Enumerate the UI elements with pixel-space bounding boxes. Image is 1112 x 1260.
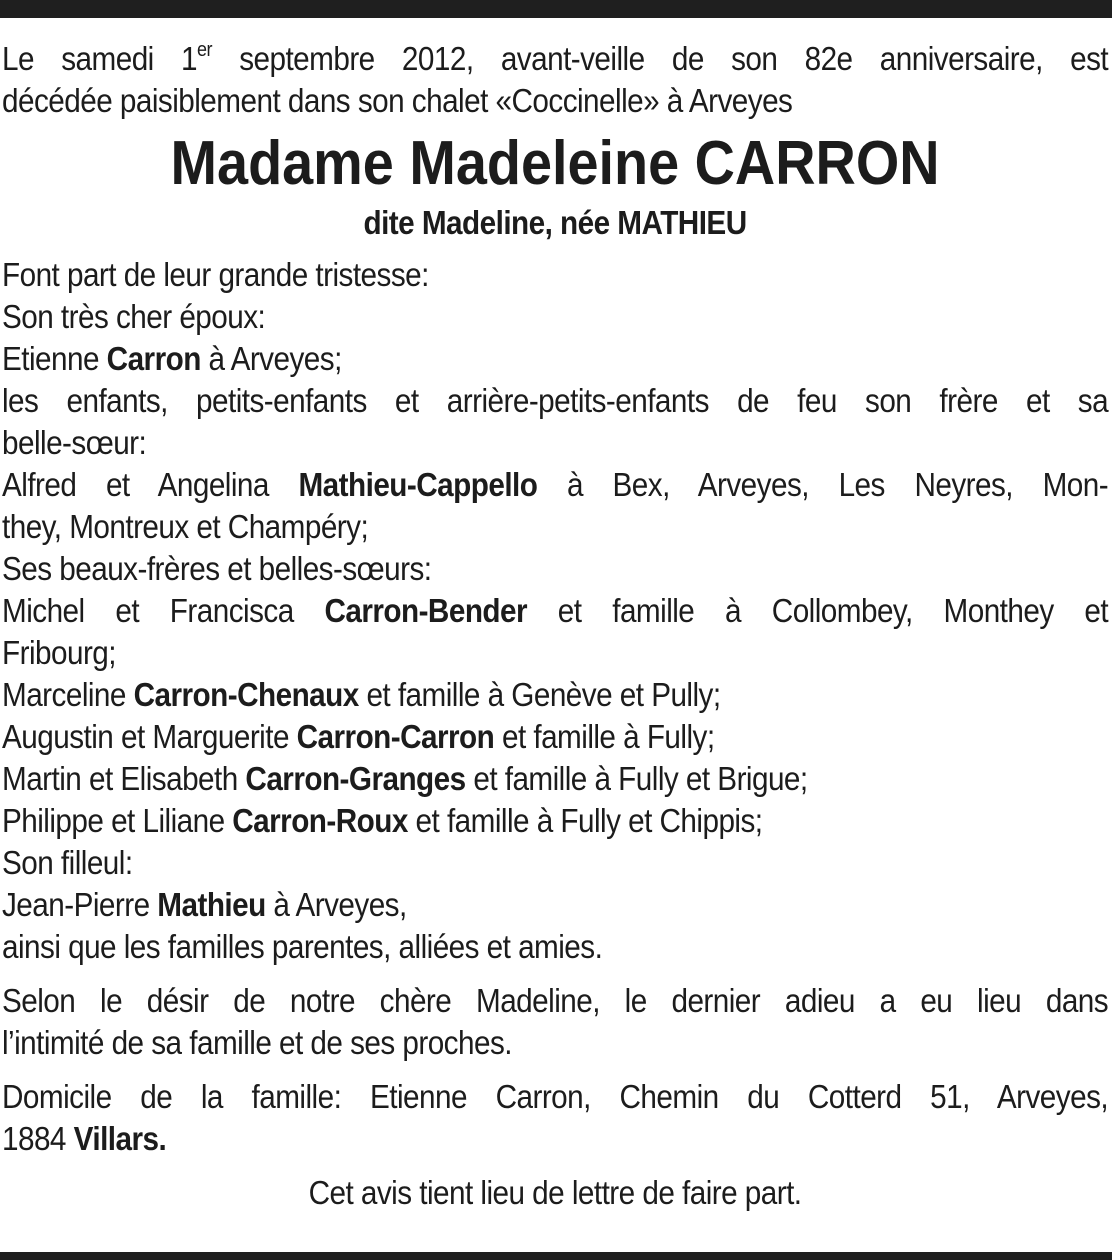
intro-paragraph <box>2 38 1108 122</box>
family-line: Marceline Carron-Chenaux et famille à Genève et Pully; <box>2 676 721 713</box>
family-surname: Carron-Bender <box>324 592 528 629</box>
family-surname: Carron-Chenaux <box>133 676 359 713</box>
deceased-subtitle: dite Madeline, née MATHIEU <box>363 204 747 241</box>
intro-text: Le samedi 1 <box>2 40 197 77</box>
family-list <box>2 254 1108 968</box>
family-line: Augustin et Marguerite Carron-Carron et famille à Fully; <box>2 718 715 755</box>
top-rule <box>0 0 1112 18</box>
bottom-rule <box>0 1252 1112 1260</box>
intro-line-1 <box>2 38 1108 80</box>
intro-line-2: décédée paisiblement dans son chalet «Coccinelle» à Arveyes <box>2 82 793 119</box>
address-paragraph <box>2 1076 1108 1160</box>
intro-text: septembre 2012, avant-veille de son 82e anniversaire, est <box>211 40 1109 77</box>
family-surname: Carron-Carron <box>296 718 495 755</box>
family-surname: Mathieu-Cappello <box>298 466 538 503</box>
ceremony-line: l’intimité de sa famille et de ses proches. <box>2 1024 512 1061</box>
family-line: Son très cher époux: <box>2 298 266 335</box>
family-line: Son filleul: <box>2 844 133 881</box>
family-line: belle-sœur: <box>2 424 147 461</box>
ceremony-line: Selon le désir de notre chère Madeline, le dernier adieu a eu lieu dans <box>2 982 1109 1019</box>
family-line: Etienne Carron à Arveyes; <box>2 340 342 377</box>
closing-note: Cet avis tient lieu de lettre de faire part. <box>308 1174 802 1211</box>
obituary-notice <box>2 38 1108 1214</box>
family-line: Alfred et Angelina Mathieu-Cappello à Bex, Arveyes, Les Neyres, Mon- <box>2 466 1109 503</box>
family-surname: Mathieu <box>157 886 266 923</box>
family-line: Font part de leur grande tristesse: <box>2 256 429 293</box>
family-line: Jean-Pierre Mathieu à Arveyes, <box>2 886 407 923</box>
family-line: they, Montreux et Champéry; <box>2 508 369 545</box>
address-line: 1884 Villars. <box>2 1120 167 1157</box>
address-line: Domicile de la famille: Etienne Carron, Chemin du Cotterd 51, Arveyes, <box>2 1078 1109 1115</box>
family-line: Fribourg; <box>2 634 116 671</box>
family-line: Martin et Elisabeth Carron-Granges et famille à Fully et Brigue; <box>2 760 808 797</box>
family-line: Michel et Francisca Carron-Bender et famille à Collombey, Monthey et <box>2 592 1109 629</box>
family-line: ainsi que les familles parentes, alliées et amies. <box>2 928 603 965</box>
ordinal-suffix: er <box>196 39 212 61</box>
family-surname: Carron <box>106 340 201 377</box>
family-line: Philippe et Liliane Carron-Roux et famille à Fully et Chippis; <box>2 802 763 839</box>
family-surname: Carron-Granges <box>245 760 466 797</box>
ceremony-paragraph <box>2 980 1108 1064</box>
family-surname: Carron-Roux <box>232 802 408 839</box>
deceased-name: Madame Madeleine CARRON <box>170 129 940 198</box>
family-line: Ses beaux-frères et belles-sœurs: <box>2 550 432 587</box>
town-name: Villars. <box>73 1120 167 1157</box>
family-line: les enfants, petits-enfants et arrière-petits-enfants de feu son frère et sa <box>2 382 1109 419</box>
